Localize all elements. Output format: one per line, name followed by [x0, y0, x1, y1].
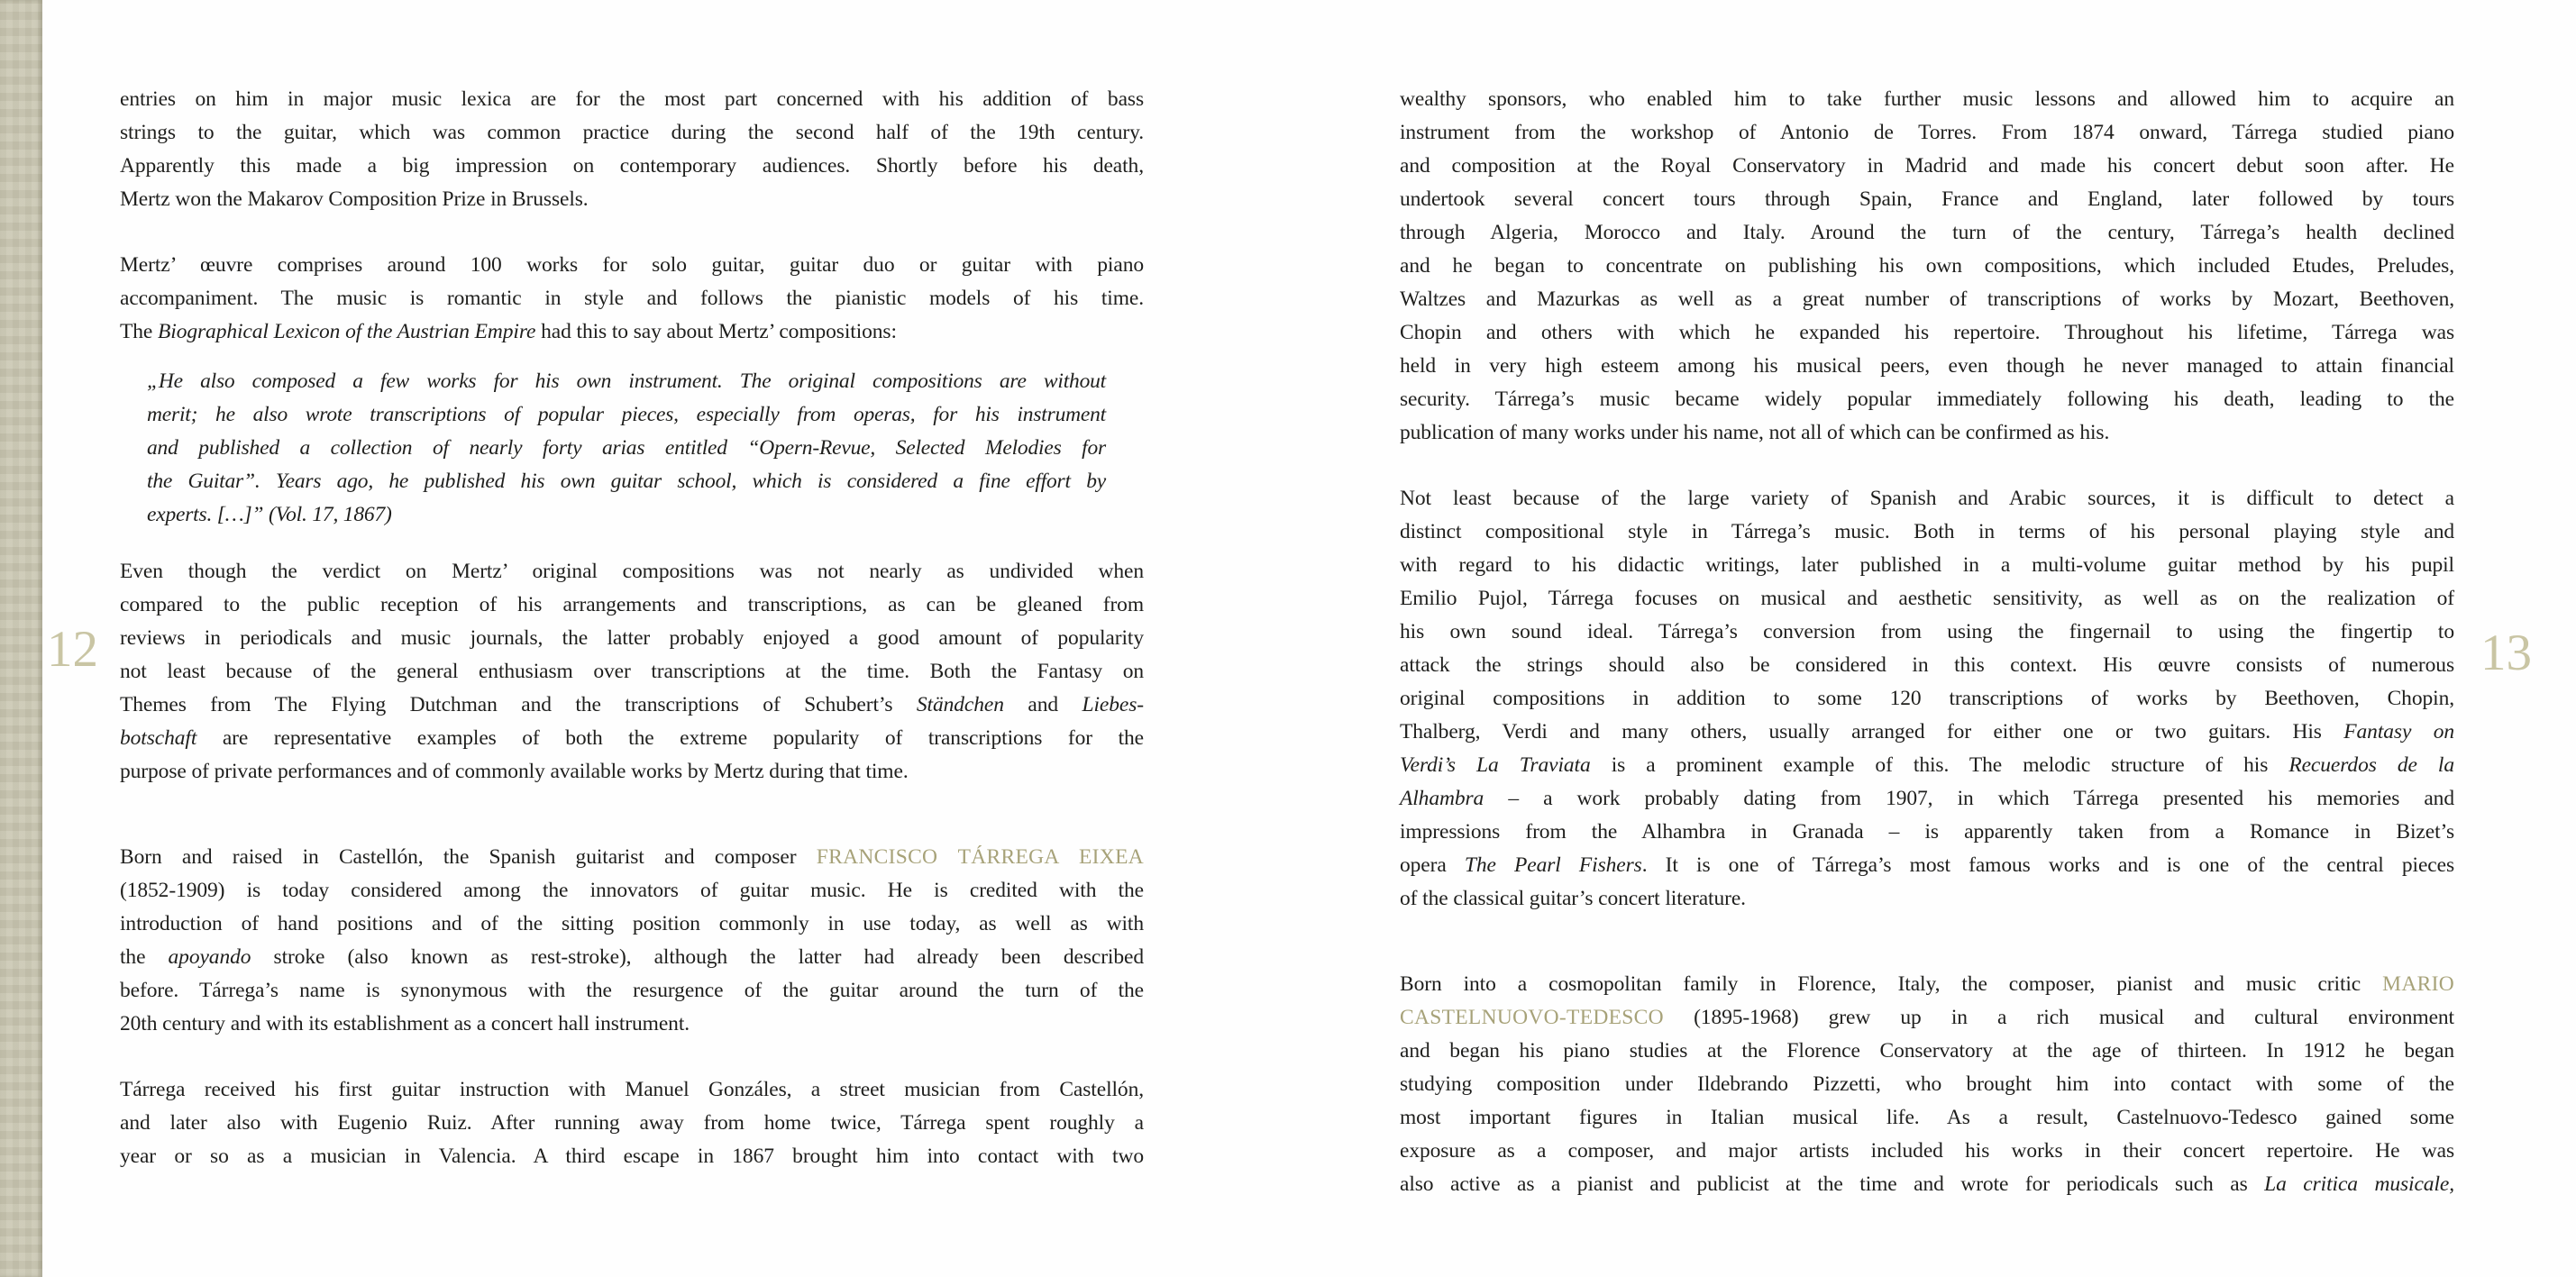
- text-line: [120, 1107, 1144, 1140]
- text-segment: „He also composed a few works for his own instrument. The original compositions are without: [147, 369, 1106, 393]
- body-paragraph: [120, 249, 1144, 349]
- text-line: [1400, 549, 2454, 582]
- text-line: [1400, 216, 2454, 250]
- page-12-text-column: [120, 83, 1144, 1173]
- text-segment: Not least because of the large variety of Spanish and Arabic sources, it is difficult to detect a: [1400, 487, 2454, 510]
- text-line: [120, 150, 1144, 183]
- text-line: [120, 116, 1144, 150]
- text-line: [1400, 83, 2454, 116]
- composer-name-highlight: FRANCISCO TÁRREGA EIXEA: [816, 845, 1145, 869]
- text-segment: botschaft: [120, 726, 197, 750]
- text-segment: The: [120, 320, 159, 343]
- text-segment: not least because of the general enthusiasm over transcriptions at the time. Both the Fantasy on: [120, 660, 1144, 683]
- text-segment: through Algeria, Morocco and Italy. Around the turn of the century, Tárrega’s health declined: [1400, 221, 2454, 244]
- text-segment: studying composition under Ildebrando Pizzetti, who brought him into contact with some of the: [1400, 1072, 2454, 1096]
- text-line: [1400, 1135, 2454, 1168]
- text-segment: Mertz won the Makarov Composition Prize in Brussels.: [120, 187, 589, 211]
- text-line: [1400, 1101, 2454, 1135]
- text-segment: reviews in periodicals and music journals, the latter probably enjoyed a good amount of popularity: [120, 626, 1144, 650]
- text-segment: and he began to concentrate on publishing his own compositions, which included Etudes, Preludes,: [1400, 254, 2454, 278]
- text-line: [120, 722, 1144, 755]
- text-line: [1400, 150, 2454, 183]
- text-segment: the Guitar”. Years ago, he published his own guitar school, which is considered a fine effort by: [147, 470, 1106, 493]
- text-segment: also active as a pianist and publicist at the time and wrote for periodicals such as: [1400, 1172, 2265, 1196]
- text-segment: La critica musicale,: [2264, 1172, 2454, 1196]
- text-segment: exposure as a composer, and major artists included his works in their concert repertoire. He was: [1400, 1139, 2454, 1163]
- text-line: [1400, 1001, 2454, 1035]
- text-segment: experts. […]” (Vol. 17, 1867): [147, 503, 392, 526]
- text-line: [147, 398, 1106, 432]
- text-segment: before. Tárrega’s name is synonymous with the resurgence of the guitar around the turn of the: [120, 979, 1144, 1002]
- text-segment: The Pearl Fishers: [1464, 853, 1642, 877]
- composer-name-highlight: MARIO: [2382, 972, 2454, 996]
- body-paragraph: [120, 83, 1144, 216]
- text-line: [1400, 1168, 2454, 1201]
- page-edge-strip: [0, 0, 42, 1277]
- text-segment: and later also with Eugenio Ruiz. After running away from home twice, Tárrega spent roughly a: [120, 1111, 1144, 1135]
- body-paragraph: [120, 555, 1144, 789]
- text-segment: and began his piano studies at the Florence Conservatory at the age of thirteen. In 1912 he began: [1400, 1039, 2454, 1063]
- text-segment: year or so as a musician in Valencia. A third escape in 1867 brought him into contact with two: [120, 1145, 1144, 1168]
- text-line: [1400, 482, 2454, 515]
- text-segment: security. Tárrega’s music became widely popular immediately following his death, leading to the: [1400, 388, 2454, 411]
- text-line: [1400, 283, 2454, 316]
- page-13-text-column: [1400, 83, 2454, 1201]
- text-segment: accompaniment. The music is romantic in style and follows the pianistic models of his time.: [120, 287, 1144, 310]
- text-segment: apoyando: [168, 945, 251, 969]
- text-segment: merit; he also wrote transcriptions of popular pieces, especially from operas, for his instrument: [147, 403, 1106, 426]
- text-line: [1400, 515, 2454, 549]
- composer-name-highlight: CASTELNUOVO-TEDESCO: [1400, 1006, 1664, 1029]
- text-segment: publication of many works under his name, not all of which can be confirmed as his.: [1400, 421, 2110, 444]
- text-line: [1400, 1068, 2454, 1101]
- text-segment: and: [1003, 693, 1082, 716]
- text-segment: Recuerdos de la: [2288, 753, 2454, 777]
- text-line: [1400, 582, 2454, 616]
- text-line: [120, 249, 1144, 282]
- text-line: [120, 655, 1144, 689]
- text-line: [1400, 116, 2454, 150]
- text-segment: Fantasy on: [2343, 720, 2455, 743]
- text-segment: compared to the public reception of his arrangements and transcriptions, as can be gleaned from: [120, 593, 1144, 616]
- text-segment: – a work probably dating from 1907, in which Tárrega presented his memories and: [1484, 787, 2454, 810]
- text-segment: attack the strings should also be considered in this context. His œuvre consists of numerous: [1400, 653, 2454, 677]
- text-segment: (1895-1968) grew up in a rich musical and cultural environment: [1663, 1006, 2454, 1029]
- text-line: [1400, 350, 2454, 383]
- text-line: [120, 1008, 1144, 1041]
- text-line: [1400, 383, 2454, 416]
- body-paragraph: [1400, 83, 2454, 450]
- text-line: [1400, 849, 2454, 882]
- text-line: [120, 841, 1144, 874]
- text-line: [120, 588, 1144, 622]
- text-segment: original compositions in addition to some 120 transcriptions of works by Beethoven, Chopin,: [1400, 687, 2454, 710]
- text-line: [120, 974, 1144, 1008]
- text-line: [1400, 749, 2454, 782]
- text-segment: are representative examples of both the extreme popularity of transcriptions for the: [196, 726, 1144, 750]
- text-line: [120, 1140, 1144, 1173]
- text-line: [1400, 682, 2454, 716]
- text-segment: purpose of private performances and of commonly available works by Mertz during that time.: [120, 760, 909, 783]
- text-segment: entries on him in major music lexica are for the most part concerned with his addition of bass: [120, 87, 1144, 111]
- text-line: [120, 874, 1144, 908]
- text-line: [120, 315, 1144, 349]
- text-segment: Themes from The Flying Dutchman and the transcriptions of Schubert’s: [120, 693, 917, 716]
- text-line: [1400, 816, 2454, 849]
- text-line: [120, 1073, 1144, 1107]
- text-segment: Liebes-: [1082, 693, 1144, 716]
- text-segment: his own sound ideal. Tárrega’s conversion from using the fingernail to using the fingertip to: [1400, 620, 2454, 643]
- text-segment: strings to the guitar, which was common practice during the second half of the 19th century.: [120, 121, 1144, 144]
- text-segment: introduction of hand positions and of the sitting position commonly in use today, as well as with: [120, 912, 1144, 935]
- text-line: [120, 908, 1144, 941]
- text-line: [120, 622, 1144, 655]
- text-line: [1400, 649, 2454, 682]
- text-line: [1400, 1035, 2454, 1068]
- text-segment: stroke (also known as rest-stroke), although the latter had already been described: [251, 945, 1144, 969]
- text-line: [120, 83, 1144, 116]
- text-line: [147, 465, 1106, 498]
- text-segment: Mertz’ œuvre comprises around 100 works for solo guitar, guitar duo or guitar with piano: [120, 253, 1144, 277]
- text-segment: instrument from the workshop of Antonio de Torres. From 1874 onward, Tárrega studied piano: [1400, 121, 2454, 144]
- text-line: [1400, 416, 2454, 450]
- text-line: [147, 498, 1106, 532]
- text-line: [147, 365, 1106, 398]
- text-segment: Emilio Pujol, Tárrega focuses on musical and aesthetic sensitivity, as well as on the realization of: [1400, 587, 2454, 610]
- text-line: [120, 282, 1144, 315]
- text-segment: Born and raised in Castellón, the Spanish guitarist and composer: [120, 845, 817, 869]
- text-segment: (1852-1909) is today considered among the innovators of guitar music. He is credited with the: [120, 879, 1144, 902]
- text-segment: Ständchen: [916, 693, 1004, 716]
- text-segment: and composition at the Royal Conservatory in Madrid and made his concert debut soon after. He: [1400, 154, 2454, 178]
- text-segment: . It is one of Tárrega’s most famous works and is one of the central pieces: [1641, 853, 2454, 877]
- page-number-left: 12: [47, 621, 98, 678]
- text-line: [1400, 782, 2454, 816]
- text-segment: most important figures in Italian musical life. As a result, Castelnuovo-Tedesco gained some: [1400, 1106, 2454, 1129]
- text-line: [120, 755, 1144, 789]
- text-segment: Chopin and others with which he expanded his repertoire. Throughout his lifetime, Tárrega was: [1400, 321, 2454, 344]
- text-segment: undertook several concert tours through Spain, France and England, later followed by tours: [1400, 187, 2454, 211]
- text-line: [1400, 616, 2454, 649]
- text-segment: Waltzes and Mazurkas as well as a great number of transcriptions of works by Mozart, Beethoven,: [1400, 287, 2454, 311]
- text-segment: opera: [1400, 853, 1465, 877]
- text-segment: wealthy sponsors, who enabled him to take further music lessons and allowed him to acquire an: [1400, 87, 2454, 111]
- text-segment: Even though the verdict on Mertz’ original compositions was not nearly as undivided when: [120, 560, 1144, 583]
- text-line: [120, 689, 1144, 722]
- text-line: [1400, 316, 2454, 350]
- text-segment: 20th century and with its establishment as a concert hall instrument.: [120, 1012, 690, 1035]
- text-segment: impressions from the Alhambra in Granada – is apparently taken from a Romance in Bizet’s: [1400, 820, 2454, 844]
- text-line: [120, 183, 1144, 216]
- text-line: [1400, 882, 2454, 916]
- text-segment: the: [120, 945, 169, 969]
- text-segment: and published a collection of nearly forty arias entitled “Opern-Revue, Selected Melodies for: [147, 436, 1106, 460]
- text-segment: had this to say about Mertz’ compositions:: [535, 320, 897, 343]
- text-line: [1400, 716, 2454, 749]
- text-line: [120, 555, 1144, 588]
- text-segment: Alhambra: [1400, 787, 1484, 810]
- text-segment: is a prominent example of this. The melodic structure of his: [1590, 753, 2289, 777]
- body-paragraph: [1400, 968, 2454, 1201]
- text-segment: Apparently this made a big impression on contemporary audiences. Shortly before his death,: [120, 154, 1144, 178]
- text-segment: held in very high esteem among his musical peers, even though he never managed to attain financial: [1400, 354, 2454, 378]
- text-segment: with regard to his didactic writings, later published in a multi-volume guitar method by his pupil: [1400, 553, 2454, 577]
- text-segment: of the classical guitar’s concert literature.: [1400, 887, 1746, 910]
- page-number-right: 13: [2480, 625, 2532, 681]
- text-line: [120, 941, 1144, 974]
- text-segment: Thalberg, Verdi and many others, usually arranged for either one or two guitars. His: [1400, 720, 2344, 743]
- text-line: [1400, 968, 2454, 1001]
- body-paragraph: [120, 841, 1144, 1041]
- text-segment: Born into a cosmopolitan family in Florence, Italy, the composer, pianist and music critic: [1400, 972, 2383, 996]
- block-quote: [147, 365, 1106, 532]
- body-paragraph: [120, 1073, 1144, 1173]
- text-line: [1400, 250, 2454, 283]
- text-segment: Tárrega received his first guitar instruction with Manuel Gonzáles, a street musician from Castellón,: [120, 1078, 1144, 1101]
- text-segment: Verdi’s La Traviata: [1400, 753, 1591, 777]
- text-line: [147, 432, 1106, 465]
- body-paragraph: [1400, 482, 2454, 916]
- text-segment: distinct compositional style in Tárrega’s music. Both in terms of his personal playing style and: [1400, 520, 2454, 543]
- text-line: [1400, 183, 2454, 216]
- text-segment: Biographical Lexicon of the Austrian Empire: [158, 320, 536, 343]
